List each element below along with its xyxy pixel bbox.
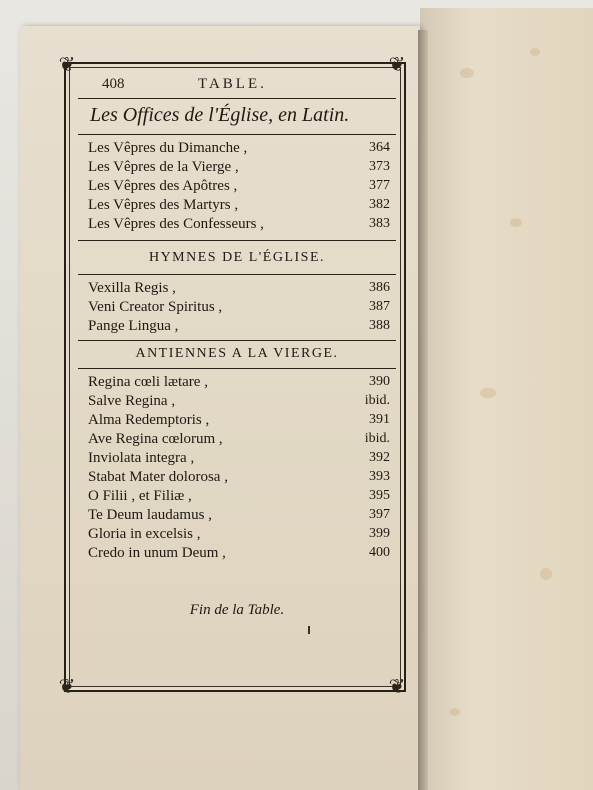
list-item — [88, 280, 394, 299]
entry-page: ibid. — [364, 393, 390, 408]
foxing-spot — [460, 68, 474, 78]
entry-page: 397 — [369, 507, 390, 522]
foxing-spot — [510, 218, 522, 227]
antiennes-list — [88, 374, 394, 564]
offices-list — [88, 140, 394, 235]
entry-page: 395 — [369, 488, 390, 503]
end-note: Fin de la Table. — [189, 602, 285, 618]
entry-title: Pange Lingua , — [88, 318, 179, 334]
entry-title: Stabat Mater dolorosa , — [88, 469, 228, 485]
list-item — [88, 450, 394, 469]
entry-title: Les Vêpres des Martyrs , — [88, 197, 239, 213]
running-header — [102, 76, 392, 98]
entry-title: Veni Creator Spiritus , — [88, 299, 223, 315]
entry-title: Regina cœli lætare , — [88, 374, 208, 390]
entry-page: ibid. — [364, 431, 390, 446]
list-item — [88, 393, 394, 412]
entry-title: Alma Redemptoris , — [88, 412, 210, 428]
foxing-spot — [530, 48, 540, 56]
entry-page: 373 — [369, 159, 390, 174]
foxing-spot — [480, 388, 496, 398]
section-rule — [78, 134, 396, 135]
list-item — [88, 197, 394, 216]
entry-page: 387 — [369, 299, 390, 314]
antiennes-heading: ANTIENNES A LA VIERGE. — [135, 346, 339, 361]
list-item — [88, 412, 394, 431]
list-item — [88, 299, 394, 318]
list-item — [88, 469, 394, 488]
section-rule — [78, 274, 396, 275]
book-gutter — [418, 30, 428, 790]
corner-ornament-icon: ❦ — [58, 676, 76, 698]
list-item — [88, 374, 394, 393]
entry-page: 392 — [369, 450, 390, 465]
entry-title: Les Vêpres des Confesseurs , — [88, 216, 264, 232]
section-heading: Les Offices de l'Église, en Latin. — [90, 104, 350, 126]
entry-title: Les Vêpres du Dimanche , — [88, 140, 248, 156]
entry-page: 383 — [369, 216, 390, 231]
entry-page: 391 — [369, 412, 390, 427]
entry-page: 393 — [369, 469, 390, 484]
hymns-heading: HYMNES DE L'ÉGLISE. — [148, 250, 326, 265]
hymns-list — [88, 280, 394, 337]
section-rule — [78, 240, 396, 241]
facing-page — [420, 8, 593, 790]
corner-ornament-icon: ❦ — [388, 676, 406, 698]
entry-page: 388 — [369, 318, 390, 333]
page-number: 408 — [102, 76, 125, 92]
foxing-spot — [540, 568, 552, 580]
list-item — [88, 488, 394, 507]
entry-title: Te Deum laudamus , — [88, 507, 212, 523]
corner-ornament-icon: ❦ — [58, 54, 76, 76]
foxing-spot — [450, 708, 460, 716]
list-item — [88, 507, 394, 526]
section-rule — [78, 368, 396, 369]
entry-page: 400 — [369, 545, 390, 560]
entry-title: Inviolata integra , — [88, 450, 195, 466]
list-item — [88, 526, 394, 545]
corner-ornament-icon: ❦ — [388, 54, 406, 76]
entry-title: Les Vêpres de la Vierge , — [88, 159, 239, 175]
entry-page: 386 — [369, 280, 390, 295]
entry-title: Vexilla Regis , — [88, 280, 176, 296]
header-title: TABLE. — [198, 76, 267, 92]
entry-title: Credo in unum Deum , — [88, 545, 226, 561]
list-item — [88, 159, 394, 178]
list-item — [88, 318, 394, 337]
entry-title: O Filii , et Filiæ , — [88, 488, 192, 504]
entry-title: Ave Regina cœlorum , — [88, 431, 223, 447]
entry-title: Salve Regina , — [88, 393, 176, 409]
entry-title: Les Vêpres des Apôtres , — [88, 178, 238, 194]
list-item — [88, 178, 394, 197]
entry-page: 382 — [369, 197, 390, 212]
entry-page: 377 — [369, 178, 390, 193]
list-item — [88, 140, 394, 159]
entry-page: 390 — [369, 374, 390, 389]
entry-title: Gloria in excelsis , — [88, 526, 201, 542]
section-rule — [78, 340, 396, 341]
entry-page: 364 — [369, 140, 390, 155]
ink-mark — [308, 626, 310, 634]
entry-page: 399 — [369, 526, 390, 541]
list-item — [88, 545, 394, 564]
header-rule — [78, 98, 396, 99]
list-item — [88, 216, 394, 235]
list-item — [88, 431, 394, 450]
